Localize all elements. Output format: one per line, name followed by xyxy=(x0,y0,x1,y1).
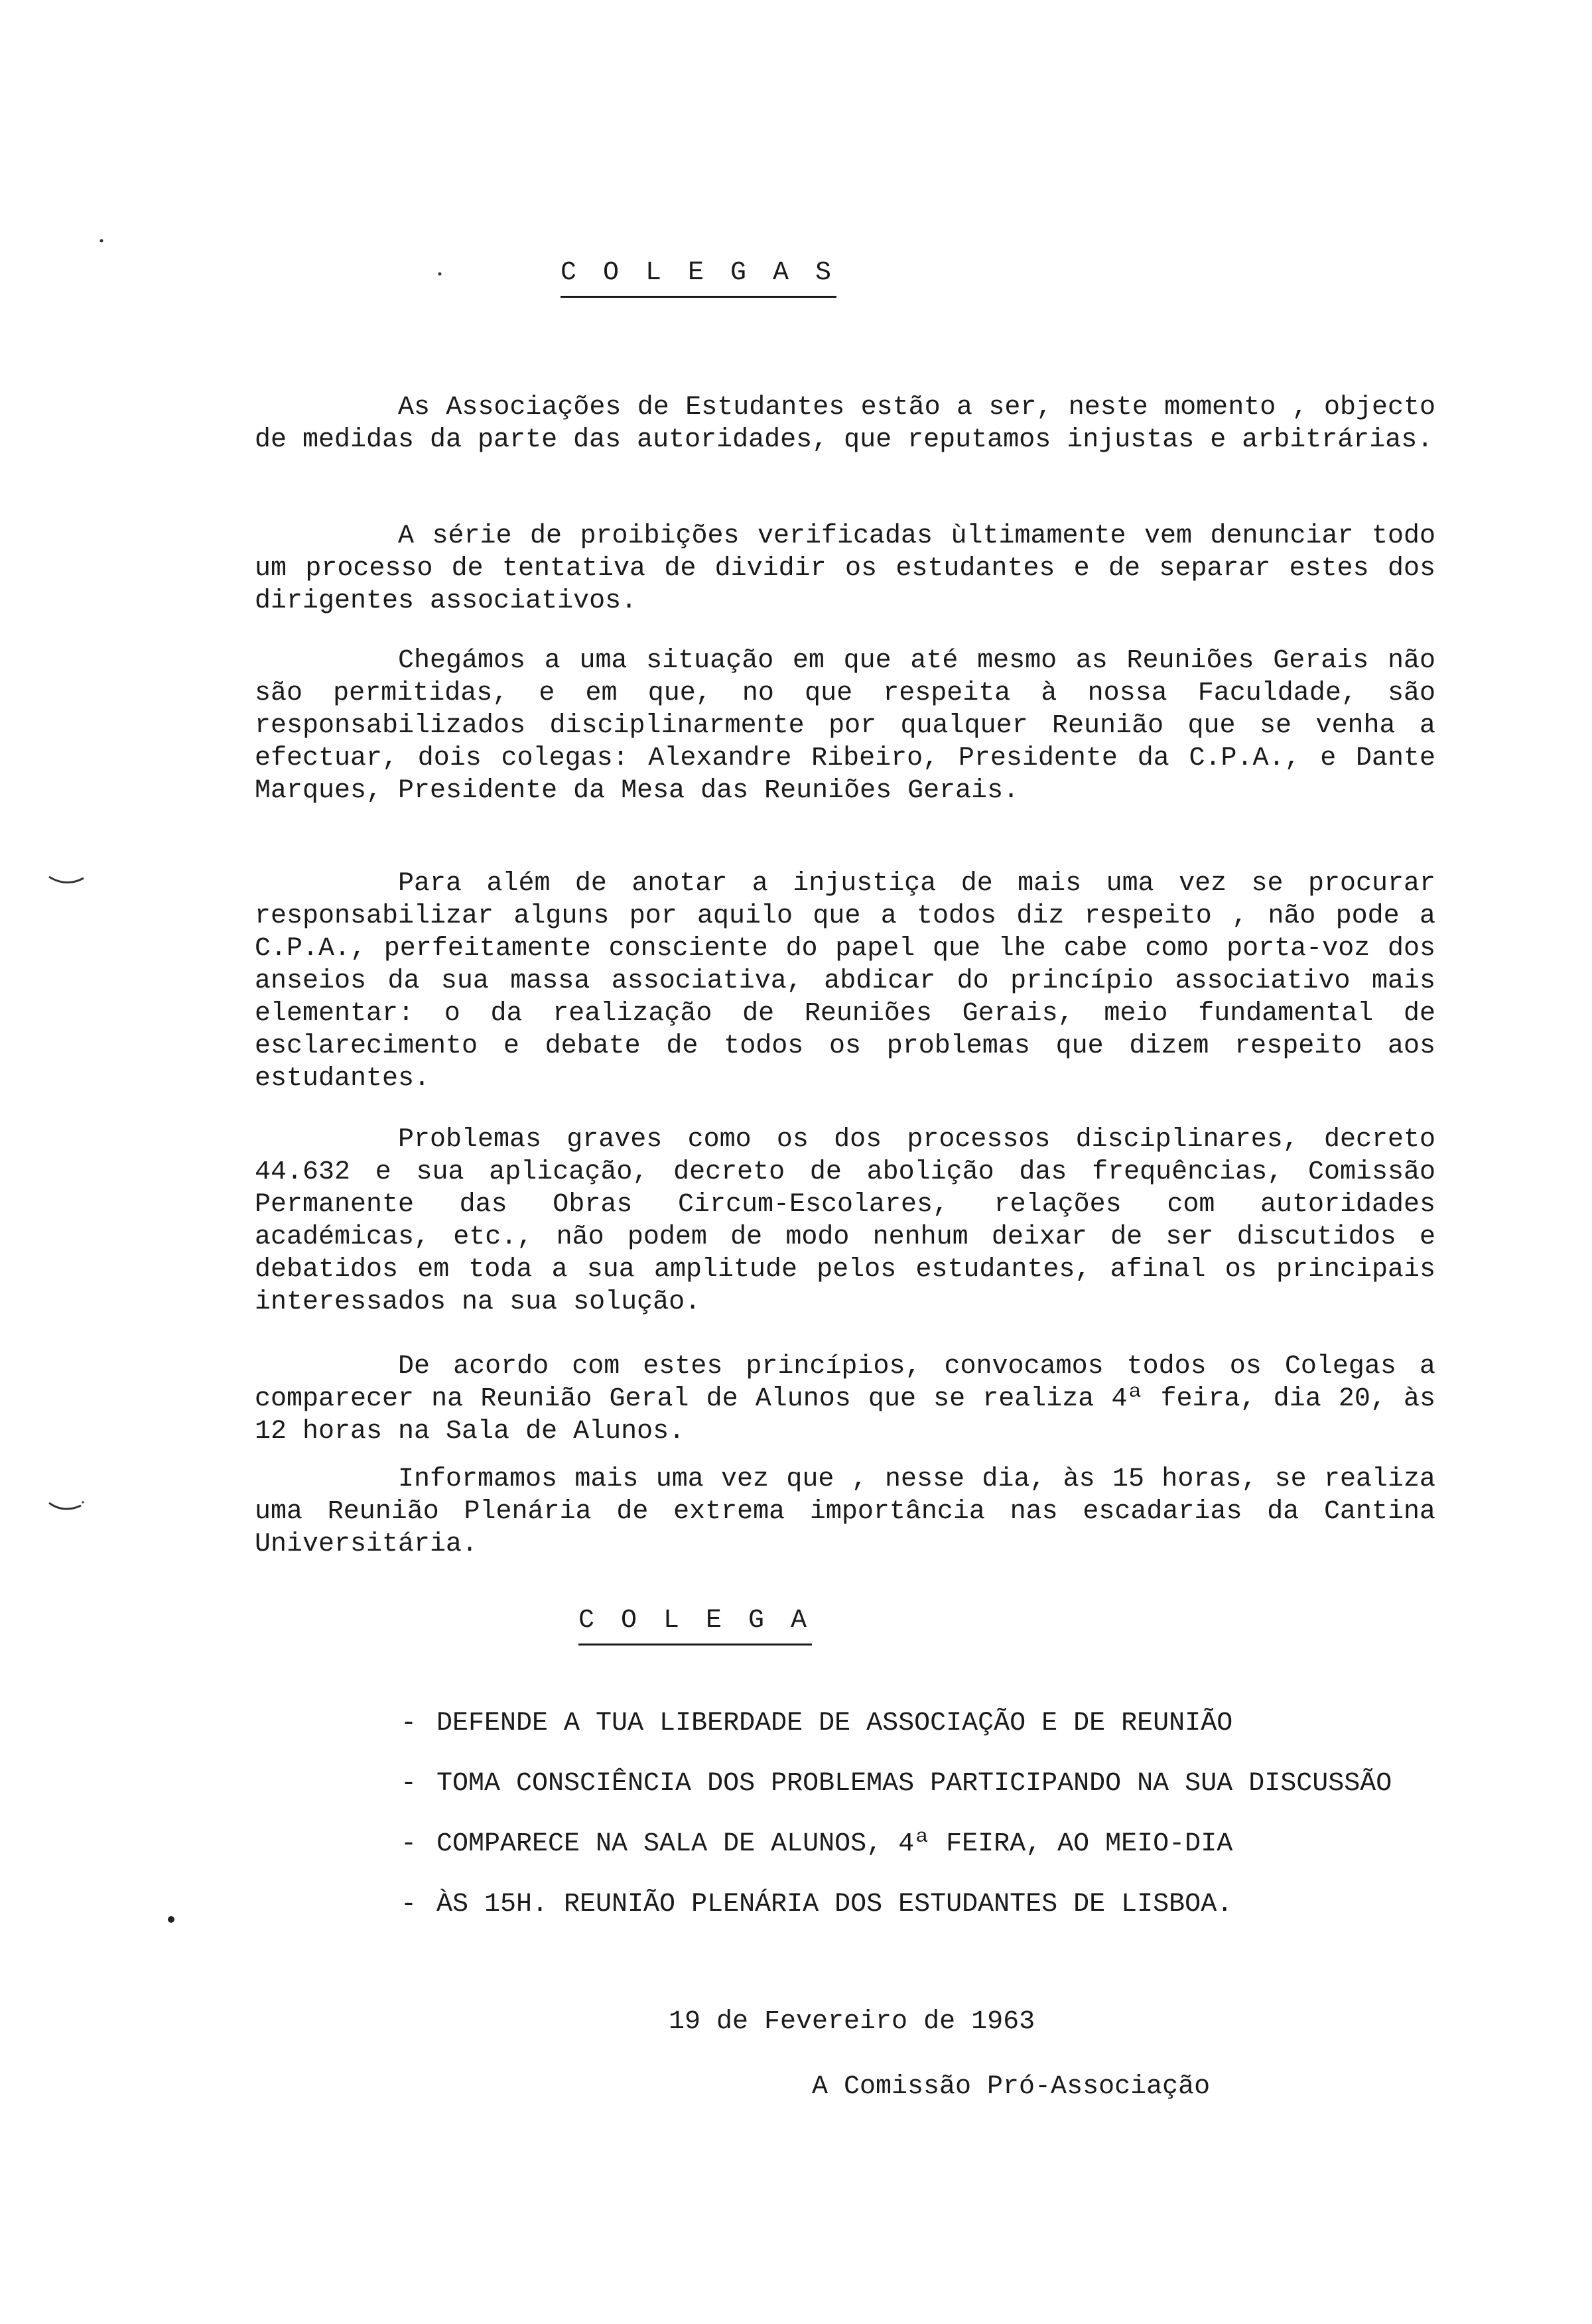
stray-dot-mark xyxy=(438,272,442,276)
section-subtitle: C O L E G A xyxy=(578,1602,812,1646)
slogan-text: ÀS 15H. REUNIÃO PLENÁRIA DOS ESTUDANTES DE LISBOA. xyxy=(436,1890,1233,1919)
slogan-text: TOMA CONSCIÊNCIA DOS PROBLEMAS PARTICIPANDO NA SUA DISCUSSÃO xyxy=(436,1769,1392,1799)
slogan-item xyxy=(401,1828,1435,1860)
slogan-item xyxy=(401,1888,1435,1921)
slogan-item xyxy=(401,1768,1435,1800)
body-paragraph xyxy=(255,1463,1435,1561)
slogan-dash: - xyxy=(401,1890,417,1919)
slogan-text: DEFENDE A TUA LIBERDADE DE ASSOCIAÇÃO E DE REUNIÃO xyxy=(436,1709,1233,1738)
paragraph-text: As Associações de Estudantes estão a ser, neste momento , objecto de medidas da parte das autoridades, que reputamos injustas e arbitrárias. xyxy=(255,393,1435,455)
body-paragraph xyxy=(255,1350,1435,1448)
paragraph-text: Problemas graves como os dos processos disciplinares, decreto 44.632 e sua aplicação, decreto de abolição das frequências, Comissão Permanente das Obras Circum-Escolares, relações com autoridades académicas, etc., não podem de modo nenhum deixar de ser discutidos e debatidos em toda a sua amplitude pelos estudantes, afinal os principais interessados na sua solução. xyxy=(255,1125,1435,1317)
paragraph-text: Informamos mais uma vez que , nesse dia, às 15 horas, se realiza uma Reunião Plenária de extrema importância nas escadarias da Cantina Universitária. xyxy=(255,1464,1435,1559)
slogan-dash: - xyxy=(401,1709,417,1738)
slogan-list xyxy=(401,1707,1435,1949)
paragraph-text: De acordo com estes princípios, convocamos todos os Colegas a comparecer na Reunião Geral de Alunos que se realiza 4ª feira, dia 20, às 12 horas na Sala de Alunos. xyxy=(255,1352,1435,1447)
slogan-text: COMPARECE NA SALA DE ALUNOS, 4ª FEIRA, AO MEIO-DIA xyxy=(436,1829,1233,1859)
body-paragraph xyxy=(255,520,1435,617)
body-paragraph xyxy=(255,1124,1435,1319)
document-title: C O L E G A S xyxy=(561,255,836,298)
body-paragraph xyxy=(255,868,1435,1095)
body-paragraph xyxy=(255,645,1435,807)
paragraph-text: Para além de anotar a injustiça de mais uma vez se procurar responsabilizar alguns por aquilo que a todos diz respeito , não pode a C.P.A., perfeitamente consciente do papel que lhe cabe como porta-voz dos anseios da sua massa associativa, abdicar do princípio associativo mais elementar: o da realização de Reuniões Gerais, meio fundamental de esclarecimento e debate de todos os problemas que dizem respeito aos estudantes. xyxy=(255,869,1435,1094)
paragraph-text: A série de proibições verificadas ùltimamente vem denunciar todo um processo de tentativa de dividir os estudantes e de separar estes dos dirigentes associativos. xyxy=(255,521,1435,616)
slogan-dash: - xyxy=(401,1829,417,1859)
stray-dot-mark xyxy=(100,239,103,243)
stray-dot-mark xyxy=(167,1915,175,1923)
body-paragraph xyxy=(255,391,1435,456)
paragraph-text: Chegámos a uma situação em que até mesmo as Reuniões Gerais não são permitidas, e em que, no que respeita à nossa Faculdade, são responsabilizados disciplinarmente por qualquer Reunião que se venha a efectuar, dois colegas: Alexandre Ribeiro, Presidente da C.P.A., e Dante Marques, Presidente da Mesa das Reuniões Gerais. xyxy=(255,646,1435,806)
document-date: 19 de Fevereiro de 1963 xyxy=(669,2007,1035,2037)
margin-scratch-mark xyxy=(46,874,86,887)
document-signature: A Comissão Pró-Associação xyxy=(812,2072,1211,2102)
slogan-dash: - xyxy=(401,1769,417,1799)
slogan-item xyxy=(401,1707,1435,1740)
margin-scratch-mark xyxy=(46,1499,86,1515)
